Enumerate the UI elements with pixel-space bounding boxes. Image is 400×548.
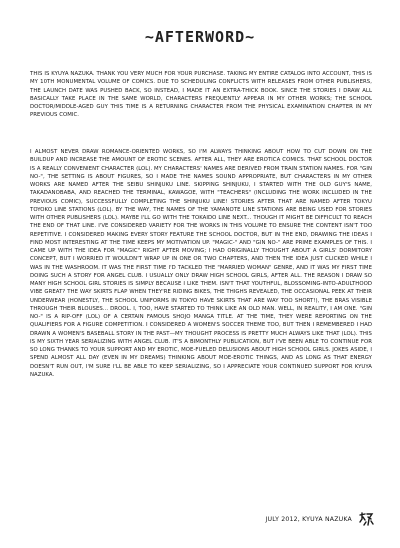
- body-paragraph: I ALMOST NEVER DRAW ROMANCE-ORIENTED WORKS, SO I'M ALWAYS THINKING ABOUT HOW TO CUT DOWN ON THE BUILDUP AND INCREASE THE AMOUNT OF EROTIC SCENES. AFTER ALL, THEY ARE EROTICA COMICS. THAT SCHOOL DOCTOR IS A REALLY CONVENIENT CHARACTER (LOL). MY CHARACTERS' NAMES ARE DERIVED FROM TRAIN STATION NAMES. FOR "GIN NO-", THE SETTING IS ABOUT FIGURES, SO I MADE THE NAMES SOUND APPROPRIATE, BUT CHARACTERS IN MY OTHER WORKS ARE NAMED AFTER THE SEIBU SHINJUKU LINE. SKIPPING SHINJUKU, I STARTED WITH THE OLD GUY'S NAME, TAKADANOBABA, AND REACHED THE TERMINAL, KAWAGOE, WITH "TEACHERS" (INCLUDING THE WORK INCLUDED IN THE PREVIOUS COMIC), SUCCESSFULLY COMPLETING THE SHINJUKU LINE! STORIES AFTER THAT ARE NAMED AFTER TOKYU TOYOKO LINE STATIONS (LOL). BY THE WAY, THE NAMES OF THE YAMANOTE LINE STATIONS ARE BEING USED FOR STORIES WITH OTHER PUBLISHERS (LOL). MAYBE I'LL GO WITH THE TOKAIDO LINE NEXT... THOUGH IT MIGHT BE DIFFICULT TO REACH THE END OF THAT LINE. I'VE CONSIDERED VARIETY FOR THE WORKS IN THIS VOLUME TO ENSURE THE CONTENT ISN'T TOO REPETITIVE. I CONSIDERED MAKING EVERY STORY FEATURE THE SCHOOL DOCTOR, BUT IN THE END, DRAWING THE IDEAS I FIND MOST INTERESTING AT THE TIME KEEPS MY MOTIVATION UP. "MAGIC-" AND "GIN NO-" ARE PRIME EXAMPLES OF THIS. I CAME UP WITH THE IDEA FOR "MAGIC" RIGHT AFTER MOVING; I HAD ORIGINALLY THOUGHT ABOUT A GIRLS' DORMITORY CONCEPT, BUT I WORRIED IT WOULDN'T WRAP UP IN ONE OR TWO CHAPTERS, AND THEN THE IDEA JUST CLICKED WHILE I WAS IN THE WASHROOM. IT WAS THE FIRST TIME I'D TACKLED THE "MARRIED WOMAN" GENRE, AND IT WAS MY FIRST TIME DOING SUCH A STORY FOR ANGEL CLUB. I USUALLY ONLY DRAW HIGH SCHOOL GIRLS, AFTER ALL. THE REASON I DRAW SO MANY HIGH SCHOOL GIRL STORIES IS SIMPLY BECAUSE I LIKE THEM. ISN'T THAT YOUTHFUL, BLOSSOMING-INTO-ADULTHOOD VIBE GREAT? THE WAY SKIRTS FLAP WHEN THEY'RE RIDING BIKES, THE THIGHS REVEALED, THE OCCASIONAL PEEK AT THEIR UNDERWEAR (HONESTLY, THE SCHOOL UNIFORMS IN TOKYO HAVE SKIRTS THAT ARE WAY TOO SHORT!), THE BRAS VISIBLE THROUGH THEIR BLOUSES... DROOL. I, TOO, HAVE STARTED TO THINK LIKE AN OLD MAN. WELL, IN REALITY, I AM ONE. "GIN NO-" IS A RIP-OFF (LOL) OF A CERTAIN FAMOUS SHOJO MANGA TITLE. AT THE TIME, THEY WERE REPORTING ON THE QUALIFIERS FOR A FIGURE COMPETITION. I CONSIDERED A WOMEN'S SOCCER THEME TOO, BUT THEN I REMEMBERED I HAD DRAWN A WOMEN'S BASEBALL STORY IN THE PAST—MY THOUGHT PROCESS IS PRETTY MUCH ALWAYS LIKE THAT (LOL). THIS IS MY SIXTH YEAR SERIALIZING WITH ANGEL CLUB. IT'S A BIMONTHLY PUBLICATION, BUT I'VE BEEN ABLE TO CONTINUE FOR SO LONG THANKS TO YOUR SUPPORT AND MY EROTIC, MOE-FUELED DELUSIONS ABOUT HIGH SCHOOL GIRLS. JOKES ASIDE, I SPEND ALMOST ALL DAY (EVEN IN MY DREAMS) THINKING ABOUT MOE-EROTIC THINGS, AND AS LONG AS THAT ENERGY DOESN'T RUN OUT, I'M SURE I'LL BE ABLE TO KEEP SERIALIZING, SO I APPRECIATE YOUR CONTINUED SUPPORT FOR KYUYA NAZUKA.: [30, 149, 372, 378]
- signature-seal-icon: [358, 511, 374, 527]
- signature-text: JULY 2012, KYUYA NAZUKA: [265, 515, 352, 523]
- signature-row: [266, 511, 374, 527]
- intro-paragraph: THIS IS KYUYA NAZUKA. THANK YOU VERY MUCH FOR YOUR PURCHASE. TAKING MY ENTIRE CATALOG INTO ACCOUNT, THIS IS MY 10TH MONUMENTAL VOLUME OF COMICS. DUE TO SCHEDULING CONFLICTS WITH RELEASES FROM OTHER PUBLISHERS, THE LAUNCH DATE WAS PUSHED BACK, SO INSTEAD, I MADE IT AN EXTRA-THICK BOOK. SINCE THE STORIES I DRAW ALL BASICALLY TAKE PLACE IN THE SAME WORLD, CHARACTERS FREQUENTLY APPEAR IN MY OTHER WORKS; THE SCHOOL DOCTOR/MIDDLE-AGED GUY THIS TIME IS A RETURNING CHARACTER FROM THE PHYSICAL EXAMINATION CHAPTER IN MY PREVIOUS COMIC.: [30, 71, 372, 119]
- page-title: ~AFTERWORD~: [144, 28, 256, 46]
